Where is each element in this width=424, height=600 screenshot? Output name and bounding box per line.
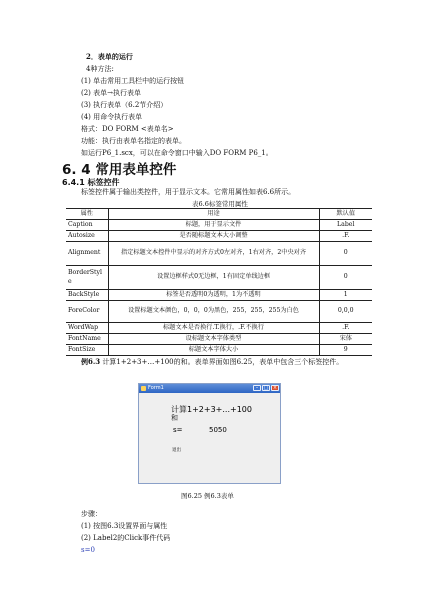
- cell-property: Caption: [66, 220, 108, 231]
- form-app-icon: [141, 386, 146, 391]
- table-row: [66, 220, 372, 231]
- table-row: [66, 323, 372, 334]
- method-3: (3) 执行表单（6.2节介绍）: [81, 101, 168, 109]
- cell-property: BackStyle: [66, 290, 108, 301]
- method-1: (1) 单击常用工具栏中的运行按钮: [81, 77, 185, 85]
- table-row: [66, 290, 372, 301]
- cell-default: 0: [319, 242, 372, 266]
- cell-default: 0,0,0: [319, 301, 372, 323]
- table-row: [66, 301, 372, 323]
- cell-usage: 设置标题文本颜色，0，0，0为黑色，255，255，255为白色: [108, 301, 319, 323]
- close-icon[interactable]: ×: [272, 385, 278, 391]
- cell-property: Alignment: [66, 242, 108, 266]
- cell-property: Autosize: [66, 231, 108, 242]
- format-line: 格式：DO FORM <表单名>: [81, 125, 174, 133]
- cell-default: 9: [319, 345, 372, 356]
- figure-caption: 图6.25 例6.3表单: [181, 492, 234, 500]
- form-window: [138, 383, 281, 484]
- method-4: (4) 用命令执行表单: [81, 113, 143, 121]
- table-row: [66, 266, 372, 290]
- label-caption2: 和: [171, 414, 178, 422]
- cell-default: 1: [319, 290, 372, 301]
- maximize-icon[interactable]: □: [263, 385, 269, 391]
- subsection-desc: 标签控件属于输出类控件，用于显示文本。它常用属性如表6.6所示。: [81, 188, 296, 196]
- table-row: [66, 334, 372, 345]
- methods-intro: 4种方法:: [86, 65, 114, 73]
- section-heading: 2．表单的运行: [86, 52, 133, 61]
- method-2: (2) 表单→执行表单: [81, 89, 142, 97]
- cell-default: 宋体: [319, 334, 372, 345]
- cell-property: FontName: [66, 334, 108, 345]
- chapter-title: 6. 4 常用表单控件: [62, 162, 177, 178]
- cell-default: Label: [319, 220, 372, 231]
- table-caption: 表6.6标签常用属性: [192, 200, 248, 208]
- function-line: 功能：执行由表单名指定的表单。: [81, 137, 186, 145]
- subsection-title: 6.4.1 标签控件: [62, 178, 120, 187]
- label-s: s=: [173, 426, 183, 434]
- header-usage: 用途: [108, 209, 319, 220]
- form-title-bar: [139, 384, 280, 393]
- step-2: (2) Label2的Click事件代码: [81, 534, 171, 542]
- cell-usage: 指定标题文本控件中显示的对齐方式0左对齐，1右对齐，2中央对齐: [108, 242, 319, 266]
- cell-usage: 标签是否透明0为透明，1为不透明: [108, 290, 319, 301]
- cell-usage: 设标题文本字体类型: [108, 334, 319, 345]
- example-label: 例6.3: [81, 357, 101, 366]
- exit-label[interactable]: 退出: [172, 448, 181, 453]
- cell-property: ForeColor: [66, 301, 108, 323]
- cell-property: FontSize: [66, 345, 108, 356]
- header-default: 默认值: [319, 209, 372, 220]
- cell-default: 0: [319, 266, 372, 290]
- cell-default: .F.: [319, 323, 372, 334]
- example-run-line: 如运行P6_1.scx，可以在命令窗口中输入DO FORM P6_1。: [81, 149, 273, 157]
- cell-property: WordWap: [66, 323, 108, 334]
- example-paragraph: [81, 356, 371, 368]
- cell-usage: 标题文本字体大小: [108, 345, 319, 356]
- cell-usage: 设置边框样式0无边框，1有固定单线边框: [108, 266, 319, 290]
- table-row: [66, 231, 372, 242]
- cell-usage: 是否随标题文本大小调整: [108, 231, 319, 242]
- form-title: Form1: [148, 385, 164, 391]
- minimize-icon[interactable]: –: [253, 385, 261, 391]
- cell-default: .F.: [319, 231, 372, 242]
- example-text: 计算1+2+3+…+100的和。表单界面如图6.25，表单中包含三个标签控件。: [102, 358, 344, 366]
- table-row: [66, 345, 372, 356]
- header-property: 属性: [66, 209, 108, 220]
- cell-usage: 标题文本是否换行.T.换行，.F.不换行: [108, 323, 319, 334]
- label-properties-table: [66, 208, 372, 356]
- label-caption1: 计算1+2+3+...+100: [171, 405, 252, 414]
- code-line: s=0: [81, 546, 95, 554]
- cell-property: BorderStyle: [66, 266, 108, 290]
- step-1: (1) 按图6.3设置界面与属性: [81, 522, 168, 530]
- cell-usage: 标题，用于显示文件: [108, 220, 319, 231]
- label-result: 5050: [209, 426, 227, 434]
- steps-title: 步骤：: [81, 510, 102, 518]
- table-row: [66, 242, 372, 266]
- table-header-row: [66, 209, 372, 220]
